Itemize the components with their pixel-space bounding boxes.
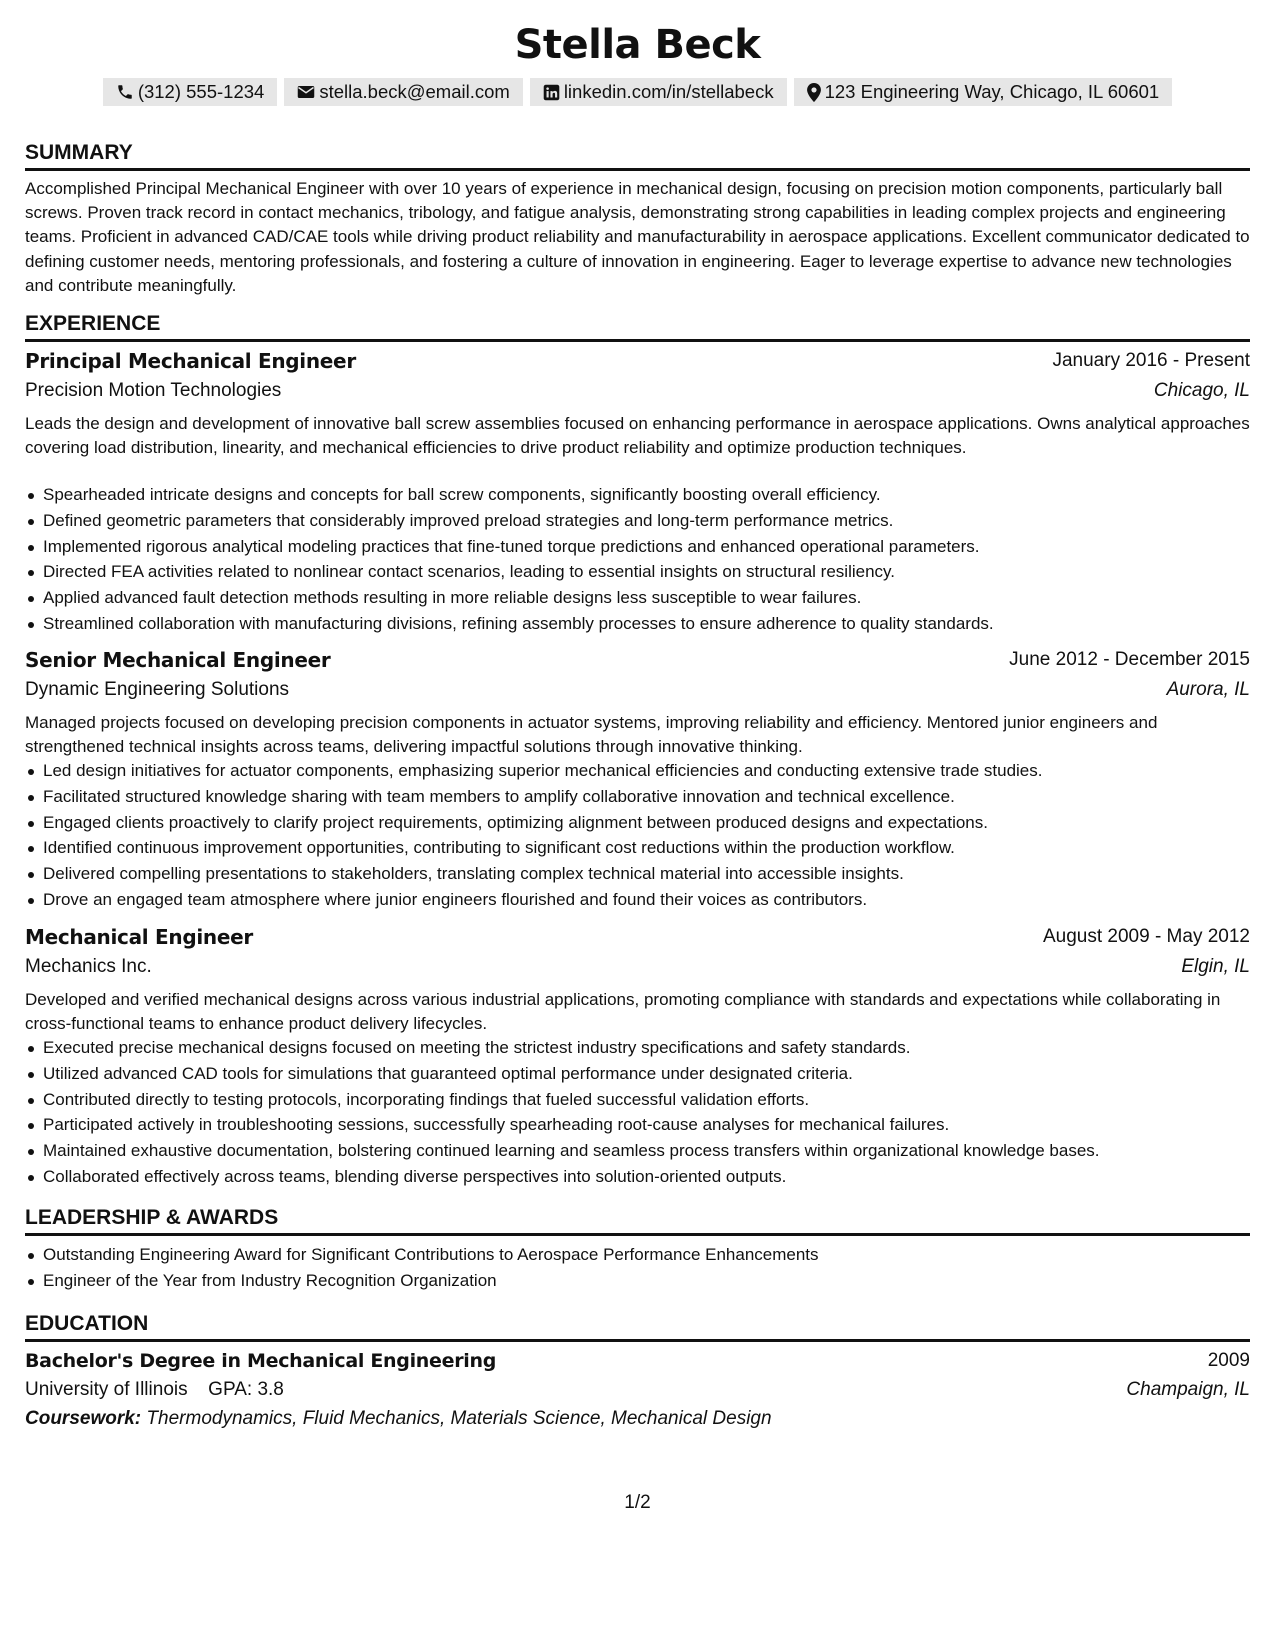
envelope-icon — [297, 84, 315, 100]
bullet-item: Collaborated effectively across teams, blending diverse perspectives into solution-oriented outputs. — [25, 1164, 1250, 1190]
bullet-item: Identified continuous improvement opportunities, contributing to significant cost reductions within the production workflow. — [25, 835, 1250, 861]
job-description: Leads the design and development of innovative ball screw assemblies focused on enhancing performance in aerospace applications. Owns analytical approaches covering load distribution, linearity, and mechanical efficiencies to drive product reliability and optimize production techniques. — [25, 414, 1250, 458]
company-name: Precision Motion Technologies — [25, 380, 282, 401]
bullet-item: Maintained exhaustive documentation, bolstering continued learning and seamless process transfers within organizational knowledge bases. — [25, 1138, 1250, 1164]
leadership-heading: LEADERSHIP & AWARDS — [25, 1206, 279, 1229]
summary-heading: SUMMARY — [25, 141, 133, 164]
address-text: 123 Engineering Way, Chicago, IL 60601 — [824, 81, 1160, 102]
bullet-item: Defined geometric parameters that considerably improved preload strategies and long-term performance metrics. — [25, 508, 1250, 534]
award-item: Engineer of the Year from Industry Recognition Organization — [25, 1268, 1250, 1294]
graduation-year: 2009 — [1207, 1350, 1250, 1371]
job-dates: January 2016 - Present — [1052, 350, 1250, 371]
awards-list — [25, 1242, 1250, 1294]
job-bullets — [25, 1035, 1250, 1190]
resume-page — [25, 0, 1250, 1650]
bullet-item: Spearheaded intricate designs and concepts for ball screw components, significantly boosting overall efficiency. — [25, 482, 1250, 508]
phone-text: (312) 555-1234 — [137, 81, 265, 102]
phone-chip — [103, 78, 278, 106]
bullet-item: Utilized advanced CAD tools for simulations that guaranteed optimal performance under designated criteria. — [25, 1061, 1250, 1087]
leadership-divider — [25, 1233, 1250, 1236]
job-description: Developed and verified mechanical designs across various industrial applications, promoting compliance with standards and expectations while collaborating in cross-functional teams to enhance product delivery lifecycles. — [25, 990, 1221, 1034]
award-item: Outstanding Engineering Award for Significant Contributions to Aerospace Performance Enhancements — [25, 1242, 1250, 1268]
bullet-item: Directed FEA activities related to nonlinear contact scenarios, leading to essential insights on structural resiliency. — [25, 559, 1250, 585]
bullet-item: Applied advanced fault detection methods resulting in more reliable designs less susceptible to wear failures. — [25, 585, 1250, 611]
bullet-item: Facilitated structured knowledge sharing with team members to amplify collaborative innovation and technical excellence. — [25, 784, 1250, 810]
experience-heading: EXPERIENCE — [25, 312, 161, 335]
linkedin-icon — [543, 84, 560, 101]
company-name: Mechanics Inc. — [25, 956, 152, 977]
bullet-item: Led design initiatives for actuator components, emphasizing superior mechanical efficiencies and conducting extensive trade studies. — [25, 758, 1250, 784]
job-bullets — [25, 482, 1250, 637]
gpa: GPA: 3.8 — [208, 1379, 284, 1400]
degree-title: Bachelor's Degree in Mechanical Engineering — [25, 1350, 497, 1372]
email-chip[interactable] — [284, 78, 522, 106]
bullet-item: Participated actively in troubleshooting sessions, successfully spearheading root-cause analyses for mechanical failures. — [25, 1112, 1250, 1138]
education-heading: EDUCATION — [25, 1312, 149, 1335]
bullet-item: Delivered compelling presentations to stakeholders, translating complex technical material into accessible insights. — [25, 861, 1250, 887]
job-title: Mechanical Engineer — [25, 925, 253, 949]
candidate-name: Stella Beck — [514, 22, 761, 68]
linkedin-text: linkedin.com/in/stellabeck — [563, 81, 774, 102]
coursework-line — [25, 1405, 772, 1433]
coursework-label: Coursework: — [25, 1408, 142, 1429]
bullet-item: Implemented rigorous analytical modeling practices that fine-tuned torque predictions and enhanced operational parameters. — [25, 534, 1250, 560]
address-chip — [794, 78, 1173, 106]
job-title: Principal Mechanical Engineer — [25, 349, 356, 373]
job-dates: June 2012 - December 2015 — [1009, 649, 1250, 670]
education-divider — [25, 1339, 1250, 1342]
school-location: Champaign, IL — [1126, 1379, 1250, 1400]
contact-bar — [25, 78, 1250, 106]
bullet-item: Engaged clients proactively to clarify project requirements, optimizing alignment between produced designs and expectations. — [25, 810, 1250, 836]
summary-text: Accomplished Principal Mechanical Engineer with over 10 years of experience in mechanical design, focusing on precision motion components, particularly ball screws. Proven track record in contact mechanics, tribology, and fatigue analysis, demonstrating strong capabilities in leading complex projects and engineering teams. Proficient in advanced CAD/CAE tools while driving product reliability and manufacturability in aerospace applications. Excellent communicator dedicated to defining customer needs, mentoring professionals, and fostering a culture of innovation in engineering. Eager to leverage expertise to advance new technologies and contribute meaningfully. — [25, 179, 1250, 295]
summary-divider — [25, 168, 1250, 171]
bullet-item: Executed precise mechanical designs focused on meeting the strictest industry specifications and safety standards. — [25, 1035, 1250, 1061]
coursework-list: Thermodynamics, Fluid Mechanics, Materials Science, Mechanical Design — [146, 1408, 772, 1429]
school-name: University of Illinois — [25, 1379, 188, 1400]
bullet-item: Contributed directly to testing protocols, incorporating findings that fueled successful validation efforts. — [25, 1087, 1250, 1113]
bullet-item: Drove an engaged team atmosphere where junior engineers flourished and found their voices as contributors. — [25, 887, 1250, 913]
linkedin-chip[interactable] — [530, 78, 787, 106]
job-location: Aurora, IL — [1166, 679, 1250, 700]
email-text: stella.beck@email.com — [319, 81, 510, 102]
job-title: Senior Mechanical Engineer — [25, 648, 331, 672]
job-location: Elgin, IL — [1181, 956, 1250, 977]
job-bullets — [25, 758, 1250, 913]
bullet-item: Streamlined collaboration with manufacturing divisions, refining assembly processes to ensure adherence to quality standards. — [25, 611, 1250, 637]
school-line — [25, 1376, 284, 1404]
phone-icon — [116, 83, 134, 101]
job-dates: August 2009 - May 2012 — [1042, 926, 1250, 947]
job-location: Chicago, IL — [1153, 380, 1250, 401]
experience-divider — [25, 339, 1250, 342]
company-name: Dynamic Engineering Solutions — [25, 679, 290, 700]
page-number: 1/2 — [624, 1492, 651, 1513]
job-description: Managed projects focused on developing precision components in actuator systems, improving reliability and efficiency. Mentored junior engineers and strengthened technical insights across teams, delivering impactful solutions through innovative thinking. — [25, 713, 1158, 757]
map-pin-icon — [807, 83, 821, 102]
